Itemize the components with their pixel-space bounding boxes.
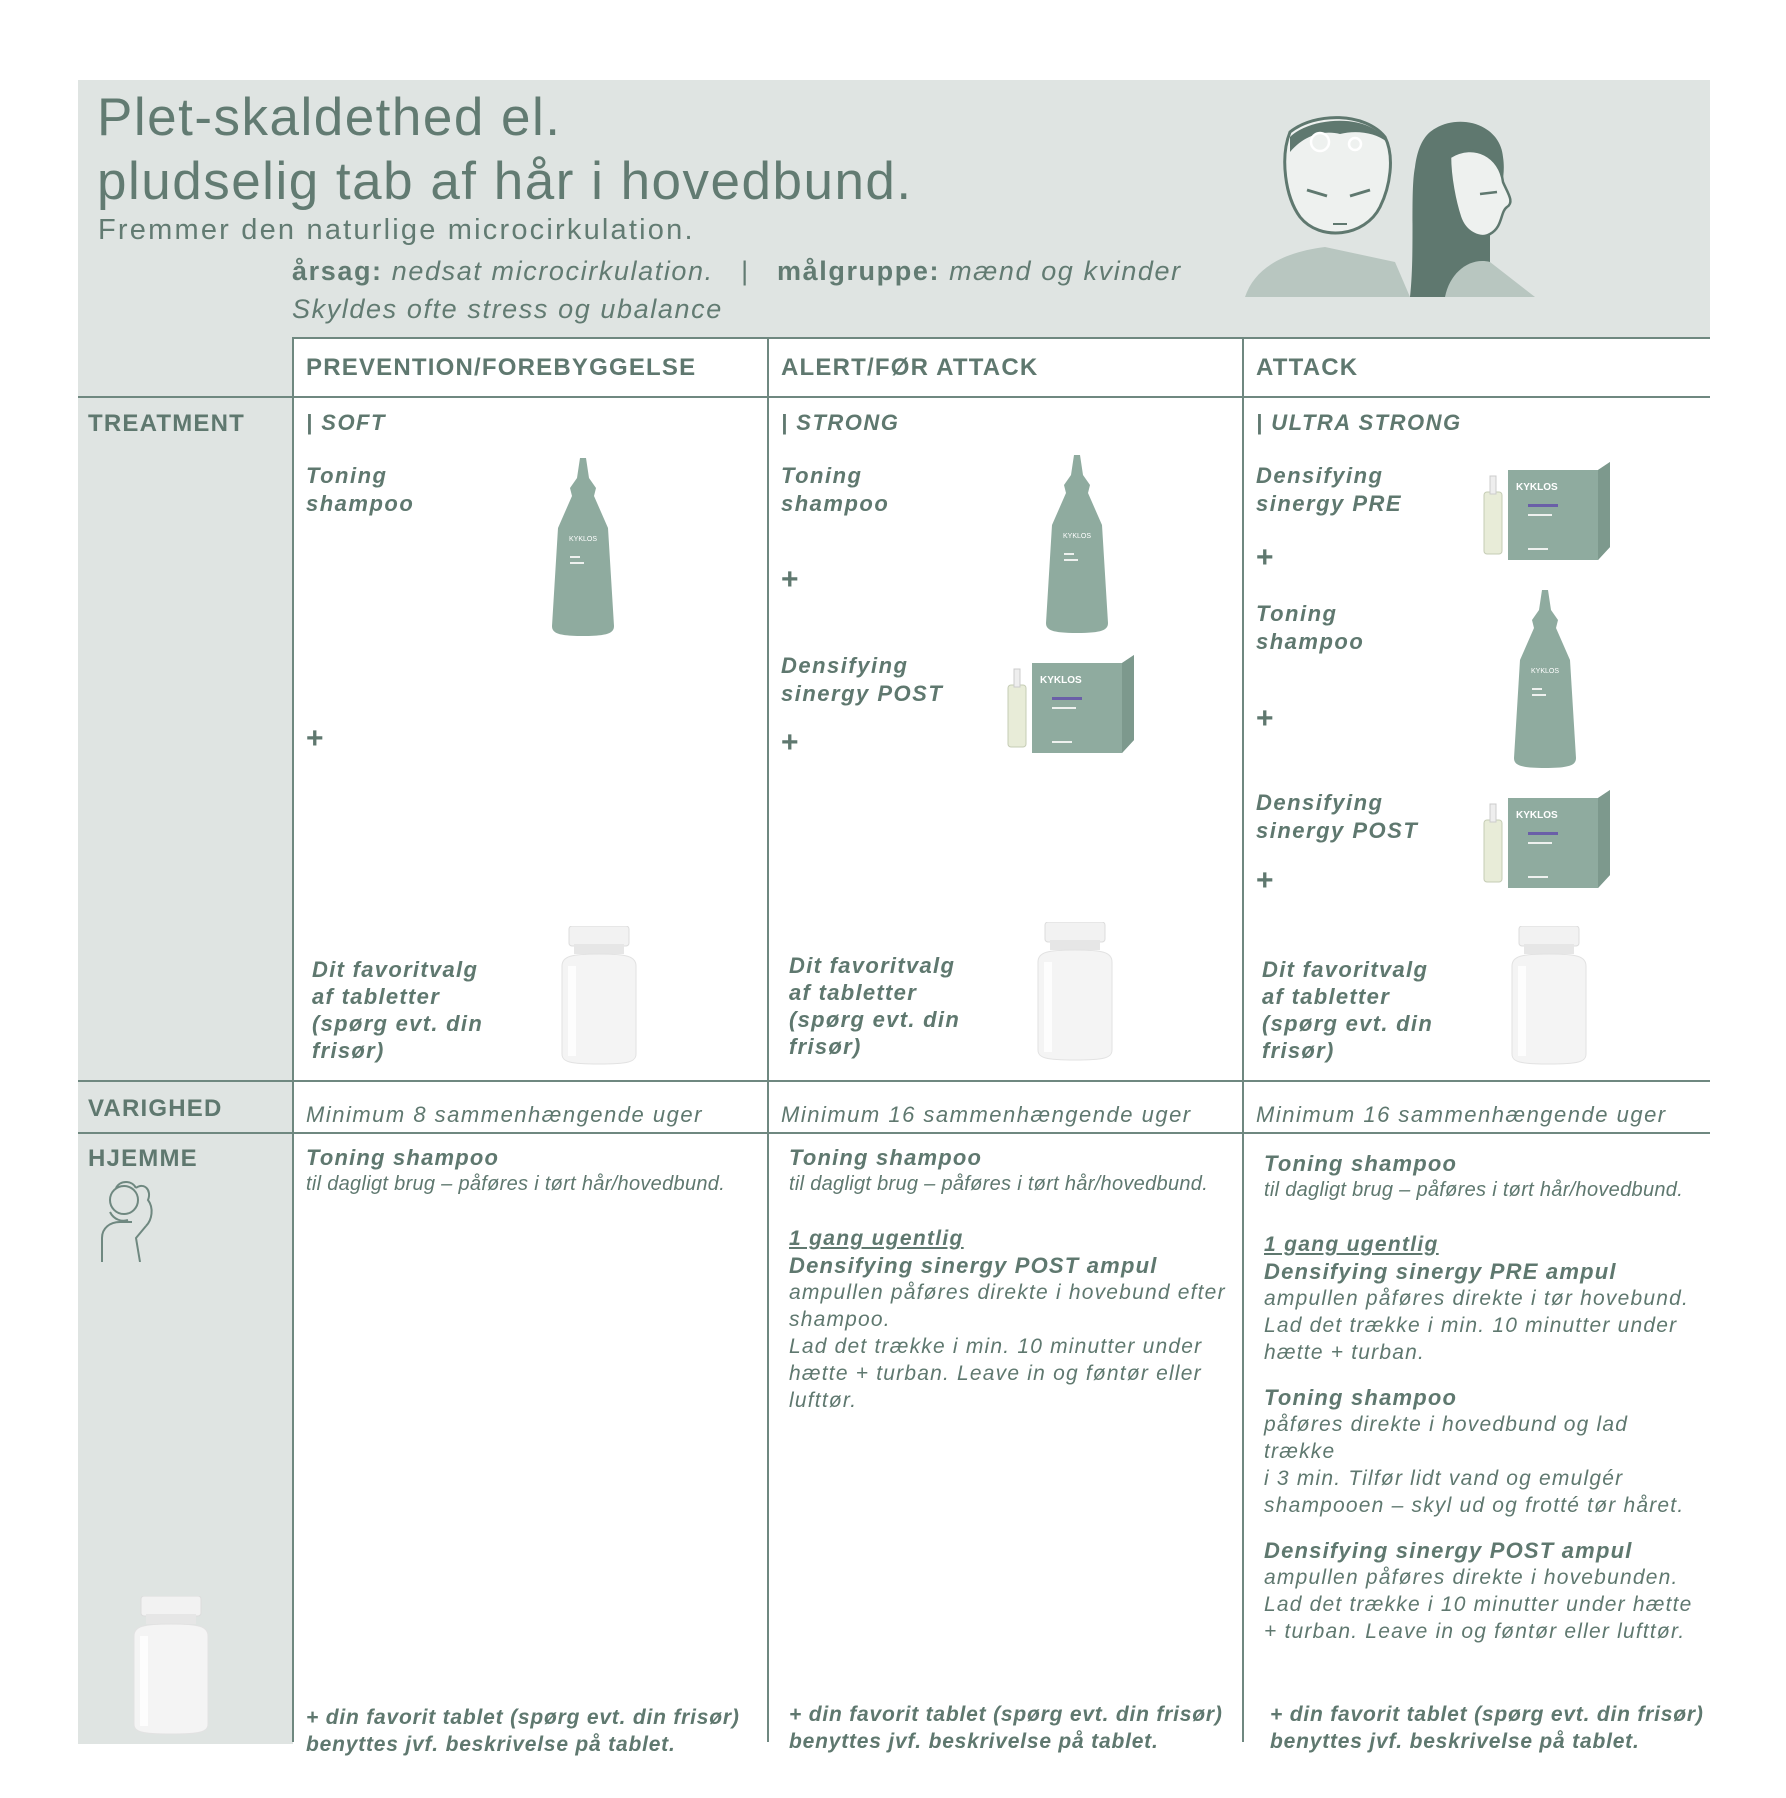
bottle-brand-text: KYKLOS — [568, 536, 598, 543]
intensity-soft: | SOFT — [306, 410, 386, 435]
plus-sign: + — [781, 726, 799, 759]
shampoo-bottle-icon — [1042, 455, 1112, 635]
intensity-strong: | STRONG — [781, 410, 900, 435]
weekly-label: 1 gang ugentlig — [1264, 1233, 1439, 1256]
home-instructions-alert — [789, 1144, 1264, 1414]
tablet-label: Dit favoritvalg af tabletter (spørg evt. din frisør) — [789, 953, 961, 1059]
home-instructions-attack — [1264, 1150, 1704, 1645]
tablet-jar-icon — [1506, 926, 1592, 1066]
home-instructions-prevention — [306, 1144, 781, 1198]
grid-line-duration-bottom — [78, 1132, 1710, 1134]
tablet-label: Dit favoritvalg af tabletter (spørg evt. din frisør) — [312, 957, 484, 1063]
cause-label: årsag: — [292, 256, 383, 286]
title-line-1: Plet-skaldethed el. — [97, 88, 562, 147]
ampoule-box-icon — [1000, 655, 1145, 760]
bottle-brand-text: KYKLOS — [1530, 668, 1560, 675]
ampoule-box-icon — [1476, 462, 1621, 567]
footer-line-2: benyttes jvf. beskrivelse på tablet. — [306, 1733, 676, 1756]
home-product-text: til dagligt brug – påføres i tørt hår/hovedbund. — [789, 1173, 1209, 1195]
home-product-text: til dagligt brug – påføres i tørt hår/hovedbund. — [1264, 1179, 1684, 1201]
page-title — [97, 86, 913, 214]
product-label-densifying-post: Densifying sinergy POST — [781, 653, 944, 706]
home-product-text: ampullen påføres direkte i hovebund efter shampoo. Lad det trække i min. 10 minutter under hætte + turban. Leave in og føntør eller lufttør. — [789, 1281, 1226, 1412]
tablet-jar-icon — [556, 926, 642, 1066]
intensity-ultra-strong: | ULTRA STRONG — [1256, 410, 1462, 435]
tablet-jar-icon — [1032, 922, 1118, 1062]
row-label-band — [78, 337, 293, 1744]
duration-prevention: Minimum 8 sammenhængende uger — [306, 1102, 703, 1127]
tablet-label: Dit favoritvalg af tabletter (spørg evt. din frisør) — [1262, 957, 1434, 1063]
column-header-alert: ALERT/FØR ATTACK — [781, 354, 1039, 381]
footer-line-1: + din favorit tablet (spørg evt. din frisør) — [789, 1703, 1223, 1726]
home-product-text: til dagligt brug – påføres i tørt hår/hovedbund. — [306, 1173, 726, 1195]
separator: | — [741, 256, 750, 286]
product-label-toning-shampoo: Toning shampoo — [781, 463, 890, 516]
target-label: målgruppe: — [777, 256, 941, 286]
home-product-text: påføres direkte i hovedbund og lad trække i 3 min. Tilfør lidt vand og emulgér shampooen – skyl ud og frotté tør håret. — [1264, 1413, 1685, 1517]
row-header-duration: VARIGHED — [88, 1095, 223, 1122]
shampoo-bottle-icon — [1510, 590, 1580, 770]
cause-line-2: Skyldes ofte stress og ubalance — [292, 294, 723, 324]
grid-line-header-bottom — [78, 396, 1710, 398]
product-label-densifying-post: Densifying sinergy POST — [1256, 790, 1419, 843]
plus-sign: + — [781, 563, 799, 596]
duration-attack: Minimum 16 sammenhængende uger — [1256, 1102, 1667, 1127]
home-product-title: Densifying sinergy POST ampul — [789, 1253, 1158, 1278]
cause-value: nedsat microcirkulation. — [391, 256, 714, 286]
page-subtitle: Fremmer den naturlige microcirkulation. — [98, 214, 695, 246]
product-label-toning-shampoo: Toning shampoo — [306, 463, 415, 516]
grid-line-top — [292, 337, 1710, 339]
bottle-brand-text: KYKLOS — [1062, 533, 1092, 540]
home-product-text: ampullen påføres direkte i hovebunden. Lad det trække i 10 minutter under hætte + turban. Leave in og føntør eller lufttør. — [1264, 1566, 1693, 1643]
grid-line-col3 — [1242, 337, 1244, 1742]
home-product-text: ampullen påføres direkte i tør hovebund. Lad det trække i min. 10 minutter under hætte + turban. — [1264, 1287, 1690, 1364]
box-brand-text: KYKLOS — [1516, 810, 1558, 821]
grid-line-col1 — [292, 337, 294, 1742]
ampoule-box-icon — [1476, 790, 1621, 895]
face-illustration — [1245, 112, 1535, 302]
home-product-title: Toning shampoo — [306, 1145, 500, 1170]
footer-line-2: benyttes jvf. beskrivelse på tablet. — [1270, 1730, 1640, 1753]
home-product-title: Toning shampoo — [789, 1145, 983, 1170]
home-product-title: Densifying sinergy POST ampul — [1264, 1538, 1633, 1563]
cause-target-line — [292, 256, 1182, 287]
home-product-title: Densifying sinergy PRE ampul — [1264, 1259, 1617, 1284]
plus-sign: + — [1256, 702, 1274, 735]
tablet-jar-icon — [128, 1596, 214, 1736]
title-line-2: pludselig tab af hår i hovedbund. — [97, 152, 913, 211]
box-brand-text: KYKLOS — [1516, 482, 1558, 493]
row-header-treatment: TREATMENT — [88, 410, 246, 437]
hair-wash-icon — [92, 1176, 164, 1262]
column-header-prevention: PREVENTION/FOREBYGGELSE — [306, 354, 697, 381]
grid-line-treatment-bottom — [78, 1080, 1710, 1082]
duration-alert: Minimum 16 sammenhængende uger — [781, 1102, 1192, 1127]
column-header-attack: ATTACK — [1256, 354, 1359, 381]
box-brand-text: KYKLOS — [1040, 675, 1082, 686]
shampoo-bottle-icon — [548, 458, 618, 638]
product-label-densifying-pre: Densifying sinergy PRE — [1256, 463, 1403, 516]
footer-line-1: + din favorit tablet (spørg evt. din frisør) — [1270, 1703, 1704, 1726]
footer-line-1: + din favorit tablet (spørg evt. din frisør) — [306, 1706, 740, 1729]
plus-sign: + — [1256, 864, 1274, 897]
home-product-title: Toning shampoo — [1264, 1385, 1458, 1410]
home-product-title: Toning shampoo — [1264, 1151, 1458, 1176]
footer-line-2: benyttes jvf. beskrivelse på tablet. — [789, 1730, 1159, 1753]
target-value: mænd og kvinder — [949, 256, 1182, 286]
row-header-home: HJEMME — [88, 1145, 198, 1172]
weekly-label: 1 gang ugentlig — [789, 1227, 964, 1250]
product-label-toning-shampoo: Toning shampoo — [1256, 601, 1365, 654]
grid-line-col2 — [767, 337, 769, 1742]
plus-sign: + — [306, 722, 324, 755]
plus-sign: + — [1256, 541, 1274, 574]
